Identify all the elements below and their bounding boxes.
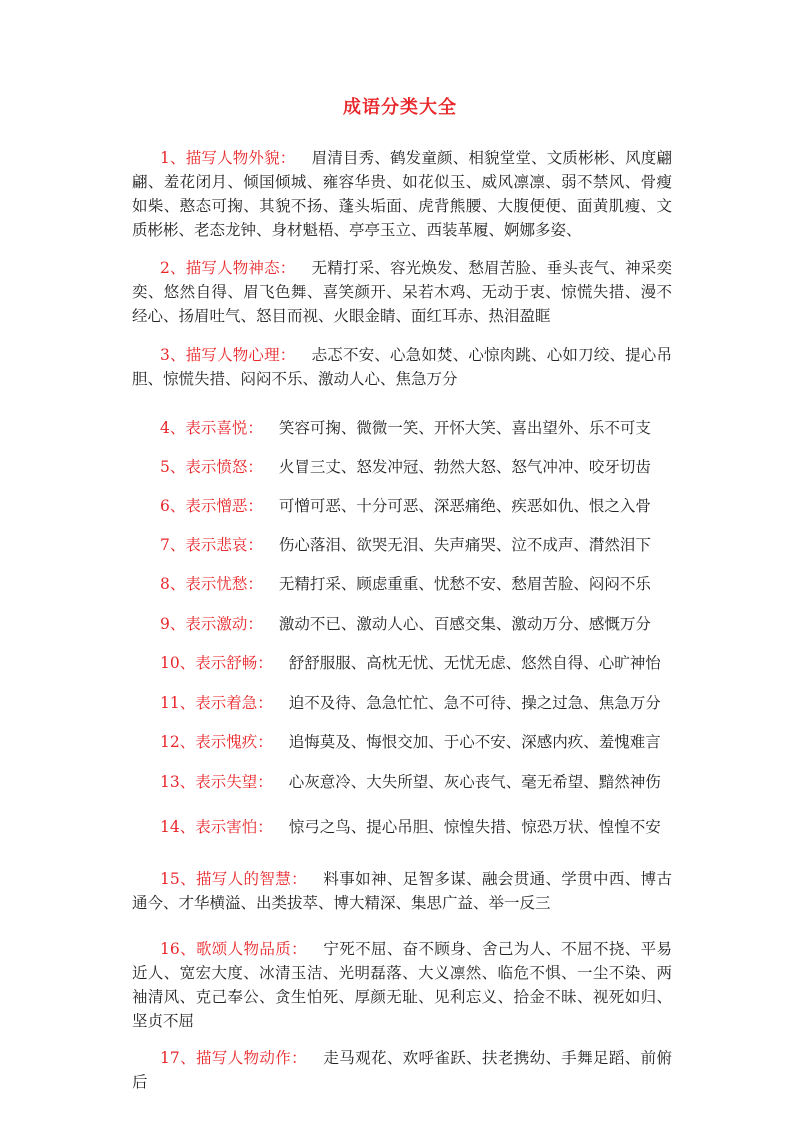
entry-heading: 17、描写人物动作：: [160, 1049, 307, 1067]
entry-guilt: [132, 730, 672, 754]
entry-heading: 3、描写人物心理：: [160, 346, 296, 364]
entry-text: 可憎可恶、十分可恶、深恶痛绝、疾恶如仇、恨之入骨: [278, 497, 651, 515]
entry-text: 料事如神、足智多谋、融会贯通、学贯中西、博古通今、才华横溢、出类拔萃、博大精深、集思广益、举一反三: [132, 870, 672, 912]
document-title: 成语分类大全: [343, 97, 457, 118]
entry-heading: 14、表示害怕：: [160, 818, 273, 836]
entry-heading: 13、表示失望：: [160, 773, 273, 791]
entry-text: 走马观花、欢呼雀跃、扶老携幼、手舞足蹈、前俯后: [132, 1049, 672, 1091]
entry-text: 忐忑不安、心急如焚、心惊肉跳、心如刀绞、提心吊胆、惊慌失措、闷闷不乐、激动人心、焦急万分: [132, 346, 672, 388]
entry-disappointment: [132, 770, 672, 794]
entry-text: 火冒三丈、怒发冲冠、勃然大怒、怒气冲冲、咬牙切齿: [278, 458, 651, 476]
entry-heading: 9、表示激动：: [160, 615, 263, 633]
entry-text: 激动不已、激动人心、百感交集、激动万分、感慨万分: [278, 615, 651, 633]
entry-text: 舒舒服服、高枕无忧、无忧无虑、悠然自得、心旷神怡: [288, 654, 661, 672]
entry-heading: 5、表示愤怒：: [160, 458, 263, 476]
entry-expression: [132, 256, 672, 328]
entry-sorrow: [132, 533, 672, 557]
entry-heading: 1、描写人物外貌：: [160, 149, 296, 167]
entry-text: 心灰意冷、大失所望、灰心丧气、毫无希望、黯然神伤: [288, 773, 661, 791]
entry-comfort: [132, 651, 672, 675]
entry-heading: 16、歌颂人物品质：: [160, 940, 307, 958]
entry-anxiety: [132, 691, 672, 715]
entry-action: [132, 1046, 672, 1094]
entry-psychology: [132, 343, 672, 391]
entry-heading: 7、表示悲哀：: [160, 536, 263, 554]
entry-text: 无精打采、容光焕发、愁眉苦脸、垂头丧气、神采奕奕、悠然自得、眉飞色舞、喜笑颜开、呆若木鸡、无动于衷、惊慌失措、漫不经心、扬眉吐气、怒目而视、火眼金睛、面红耳赤、热泪盈眶: [132, 259, 672, 325]
entry-hatred: [132, 494, 672, 518]
entry-worry: [132, 572, 672, 596]
entry-excitement: [132, 612, 672, 636]
entry-heading: 6、表示憎恶：: [160, 497, 263, 515]
entry-fear: [132, 815, 672, 839]
entry-heading: 12、表示愧疚：: [160, 733, 273, 751]
entry-anger: [132, 455, 672, 479]
entry-text: 宁死不屈、奋不顾身、舍己为人、不屈不挠、平易近人、宽宏大度、冰清玉洁、光明磊落、大义凛然、临危不惧、一尘不染、两袖清风、克己奉公、贪生怕死、厚颜无耻、见利忘义、拾金不昧、视死如归、坚贞不屈: [132, 940, 672, 1030]
entry-character: [132, 937, 672, 1033]
entry-heading: 11、表示着急：: [160, 694, 273, 712]
entry-text: 无精打采、顾虑重重、忧愁不安、愁眉苦脸、闷闷不乐: [278, 575, 651, 593]
entry-text: 眉清目秀、鹤发童颜、相貌堂堂、文质彬彬、风度翩翩、羞花闭月、倾国倾城、雍容华贵、如花似玉、威风凛凛、弱不禁风、骨瘦如柴、憨态可掬、其貌不扬、蓬头垢面、虎背熊腰、大腹便便、面黄肌瘦、文质彬彬、老态龙钟、身材魁梧、亭亭玉立、西装革履、婀娜多姿、: [132, 149, 672, 239]
entry-heading: 2、描写人物神态：: [160, 259, 296, 277]
entry-text: 笑容可掬、微微一笑、开怀大笑、喜出望外、乐不可支: [278, 419, 651, 437]
entry-heading: 15、描写人的智慧：: [160, 870, 307, 888]
entry-text: 迫不及待、急急忙忙、急不可待、操之过急、焦急万分: [288, 694, 661, 712]
entry-heading: 8、表示忧愁：: [160, 575, 263, 593]
entry-text: 惊弓之鸟、提心吊胆、惊惶失措、惊恐万状、惶惶不安: [288, 818, 661, 836]
entry-appearance: [132, 146, 672, 242]
entry-text: 伤心落泪、欲哭无泪、失声痛哭、泣不成声、潸然泪下: [278, 536, 651, 554]
entry-heading: 4、表示喜悦：: [160, 419, 263, 437]
entry-text: 追悔莫及、悔恨交加、于心不安、深感内疚、羞愧难言: [288, 733, 661, 751]
entry-heading: 10、表示舒畅：: [160, 654, 273, 672]
entry-wisdom: [132, 867, 672, 915]
entry-joy: [132, 416, 672, 440]
